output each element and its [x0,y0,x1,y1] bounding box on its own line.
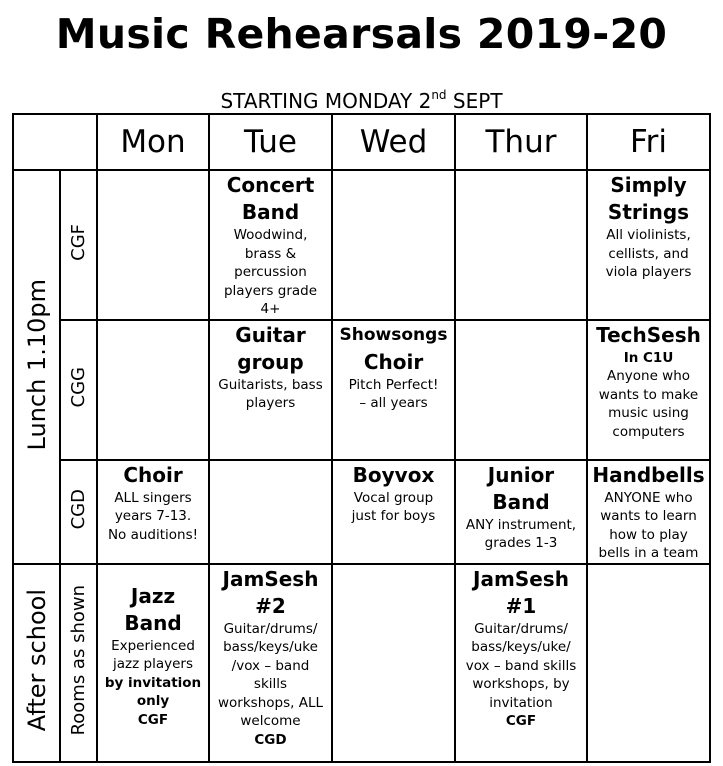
desc-line: Experienced [111,637,195,654]
room-cgg [60,320,97,460]
cell-cgd-thur [455,460,587,564]
subtitle-main: STARTING MONDAY 2 [220,89,432,113]
desc-line: grades 1-3 [484,535,558,551]
section-after-label: After school [22,589,51,732]
desc-line: invitation [489,694,553,711]
section-lunch [13,170,60,564]
heading: group [237,349,304,374]
desc-line: ANY instrument, [465,516,577,533]
heading: JamSesh [222,566,319,591]
cell-cgf-fri [587,170,710,320]
subtitle-end: SEPT [446,89,503,113]
desc-line: wants to learn [600,508,697,524]
desc-line: players grade [223,282,318,299]
day-header-fri: Fri [587,114,710,170]
cell-cgd-tue [209,460,332,564]
room-shown-label: Rooms as shown [68,585,89,736]
desc-line: wants to make [598,386,699,403]
desc-line: skills [253,676,288,692]
page-title: Music Rehearsals 2019-20 [55,10,668,58]
cell-cgg-mon [97,320,209,460]
desc-line: Woodwind, [233,227,308,243]
desc-line: bass/keys/uke/ [471,639,571,655]
heading: Boyvox [352,462,435,487]
section-after-school [13,564,60,762]
desc-line: Guitar/drums/ [474,620,568,637]
room-shown [60,564,97,762]
bold-line: by invitation [104,674,202,691]
room-note: CGD [254,731,287,748]
day-header-row [13,114,710,170]
cell-cgf-thur [455,170,587,320]
desc-line: ALL singers [114,489,192,506]
heading: #1 [505,593,537,618]
heading: JamSesh [473,566,569,591]
heading: Strings [607,200,690,224]
row-cgf [13,170,710,320]
desc-line: years 7-13. [114,508,192,524]
desc-line: welcome [240,713,301,729]
cell-cgg-fri [587,320,710,460]
heading: Choir [123,462,183,487]
cell-cgf-mon [97,170,209,320]
heading: Simply [610,173,687,197]
cell-cgd-wed [332,460,455,564]
room-cgg-label: CGG [68,367,89,408]
heading: Handbells [592,462,705,487]
desc-line: just for boys [351,508,436,524]
cell-cgd-fri [587,460,710,564]
desc-line: music using [608,405,689,421]
cell-cgf-tue [209,170,332,320]
desc-line: 4+ [260,301,281,317]
room-cgd-label: CGD [68,489,89,530]
desc-line: /vox – band [231,657,310,674]
desc-line: Guitar/drums/ [223,620,318,637]
heading: Guitar [235,322,306,347]
desc-line: vox – band skills [465,657,577,674]
day-header-wed: Wed [332,114,455,170]
subtitle-superscript: nd [431,88,447,102]
row-after-school [13,564,710,762]
desc-line: bass/keys/uke [223,639,318,655]
heading: Junior [487,462,555,487]
heading: Band [124,610,182,635]
desc-line: percussion [234,264,307,280]
room-note: CGF [505,713,537,729]
cell-cgg-thur [455,320,587,460]
row-cgg [13,320,710,460]
room-note: CGF [137,711,169,728]
cell-after-thur [455,564,587,762]
desc-line: workshops, ALL [218,694,323,711]
rehearsal-timetable [12,113,711,763]
room-cgf [60,170,97,320]
desc-line: bells in a team [598,545,699,561]
room-cgf-label: CGF [68,224,89,262]
cell-after-mon [97,564,209,762]
day-header-tue: Tue [209,114,332,170]
cell-cgg-wed [332,320,455,460]
page-subtitle [0,82,723,114]
heading: #2 [255,593,286,618]
desc-line: how to play [609,526,688,543]
desc-line: – all years [359,395,428,411]
desc-line: computers [612,423,685,440]
cell-cgd-mon [97,460,209,564]
day-header-mon: Mon [97,114,209,170]
room-note: In C1U [623,349,674,366]
heading: Jazz [130,583,176,608]
cell-after-fri [587,564,710,762]
day-header-thur: Thur [455,114,587,170]
cell-cgf-wed [332,170,455,320]
cell-after-wed [332,564,455,762]
heading: Choir [363,349,424,374]
desc-line: Anyone who [606,368,691,384]
heading: TechSesh [596,322,701,347]
desc-line: viola players [605,264,692,280]
heading: Band [492,489,550,514]
desc-line: jazz players [113,656,193,672]
cell-after-tue [209,564,332,762]
cell-cgg-tue [209,320,332,460]
desc-line: Guitarists, bass [218,376,323,393]
desc-line: cellists, and [608,245,689,262]
desc-line: No auditions! [107,526,199,543]
section-lunch-label: Lunch 1.10pm [22,279,51,451]
heading: Showsongs [339,324,448,345]
desc-line: Vocal group [353,489,434,506]
row-cgd [13,460,710,564]
room-cgd [60,460,97,564]
desc-line: All violinists, [606,227,691,243]
corner-cell [13,114,97,170]
heading: Concert [226,173,315,197]
desc-line: brass & [244,245,297,262]
desc-line: workshops, by [472,676,570,692]
desc-line: Pitch Perfect! [348,376,439,393]
heading: Band [241,200,300,224]
desc-line: players [245,395,296,411]
bold-line: only [136,693,170,709]
desc-line: ANYONE who [604,489,693,506]
